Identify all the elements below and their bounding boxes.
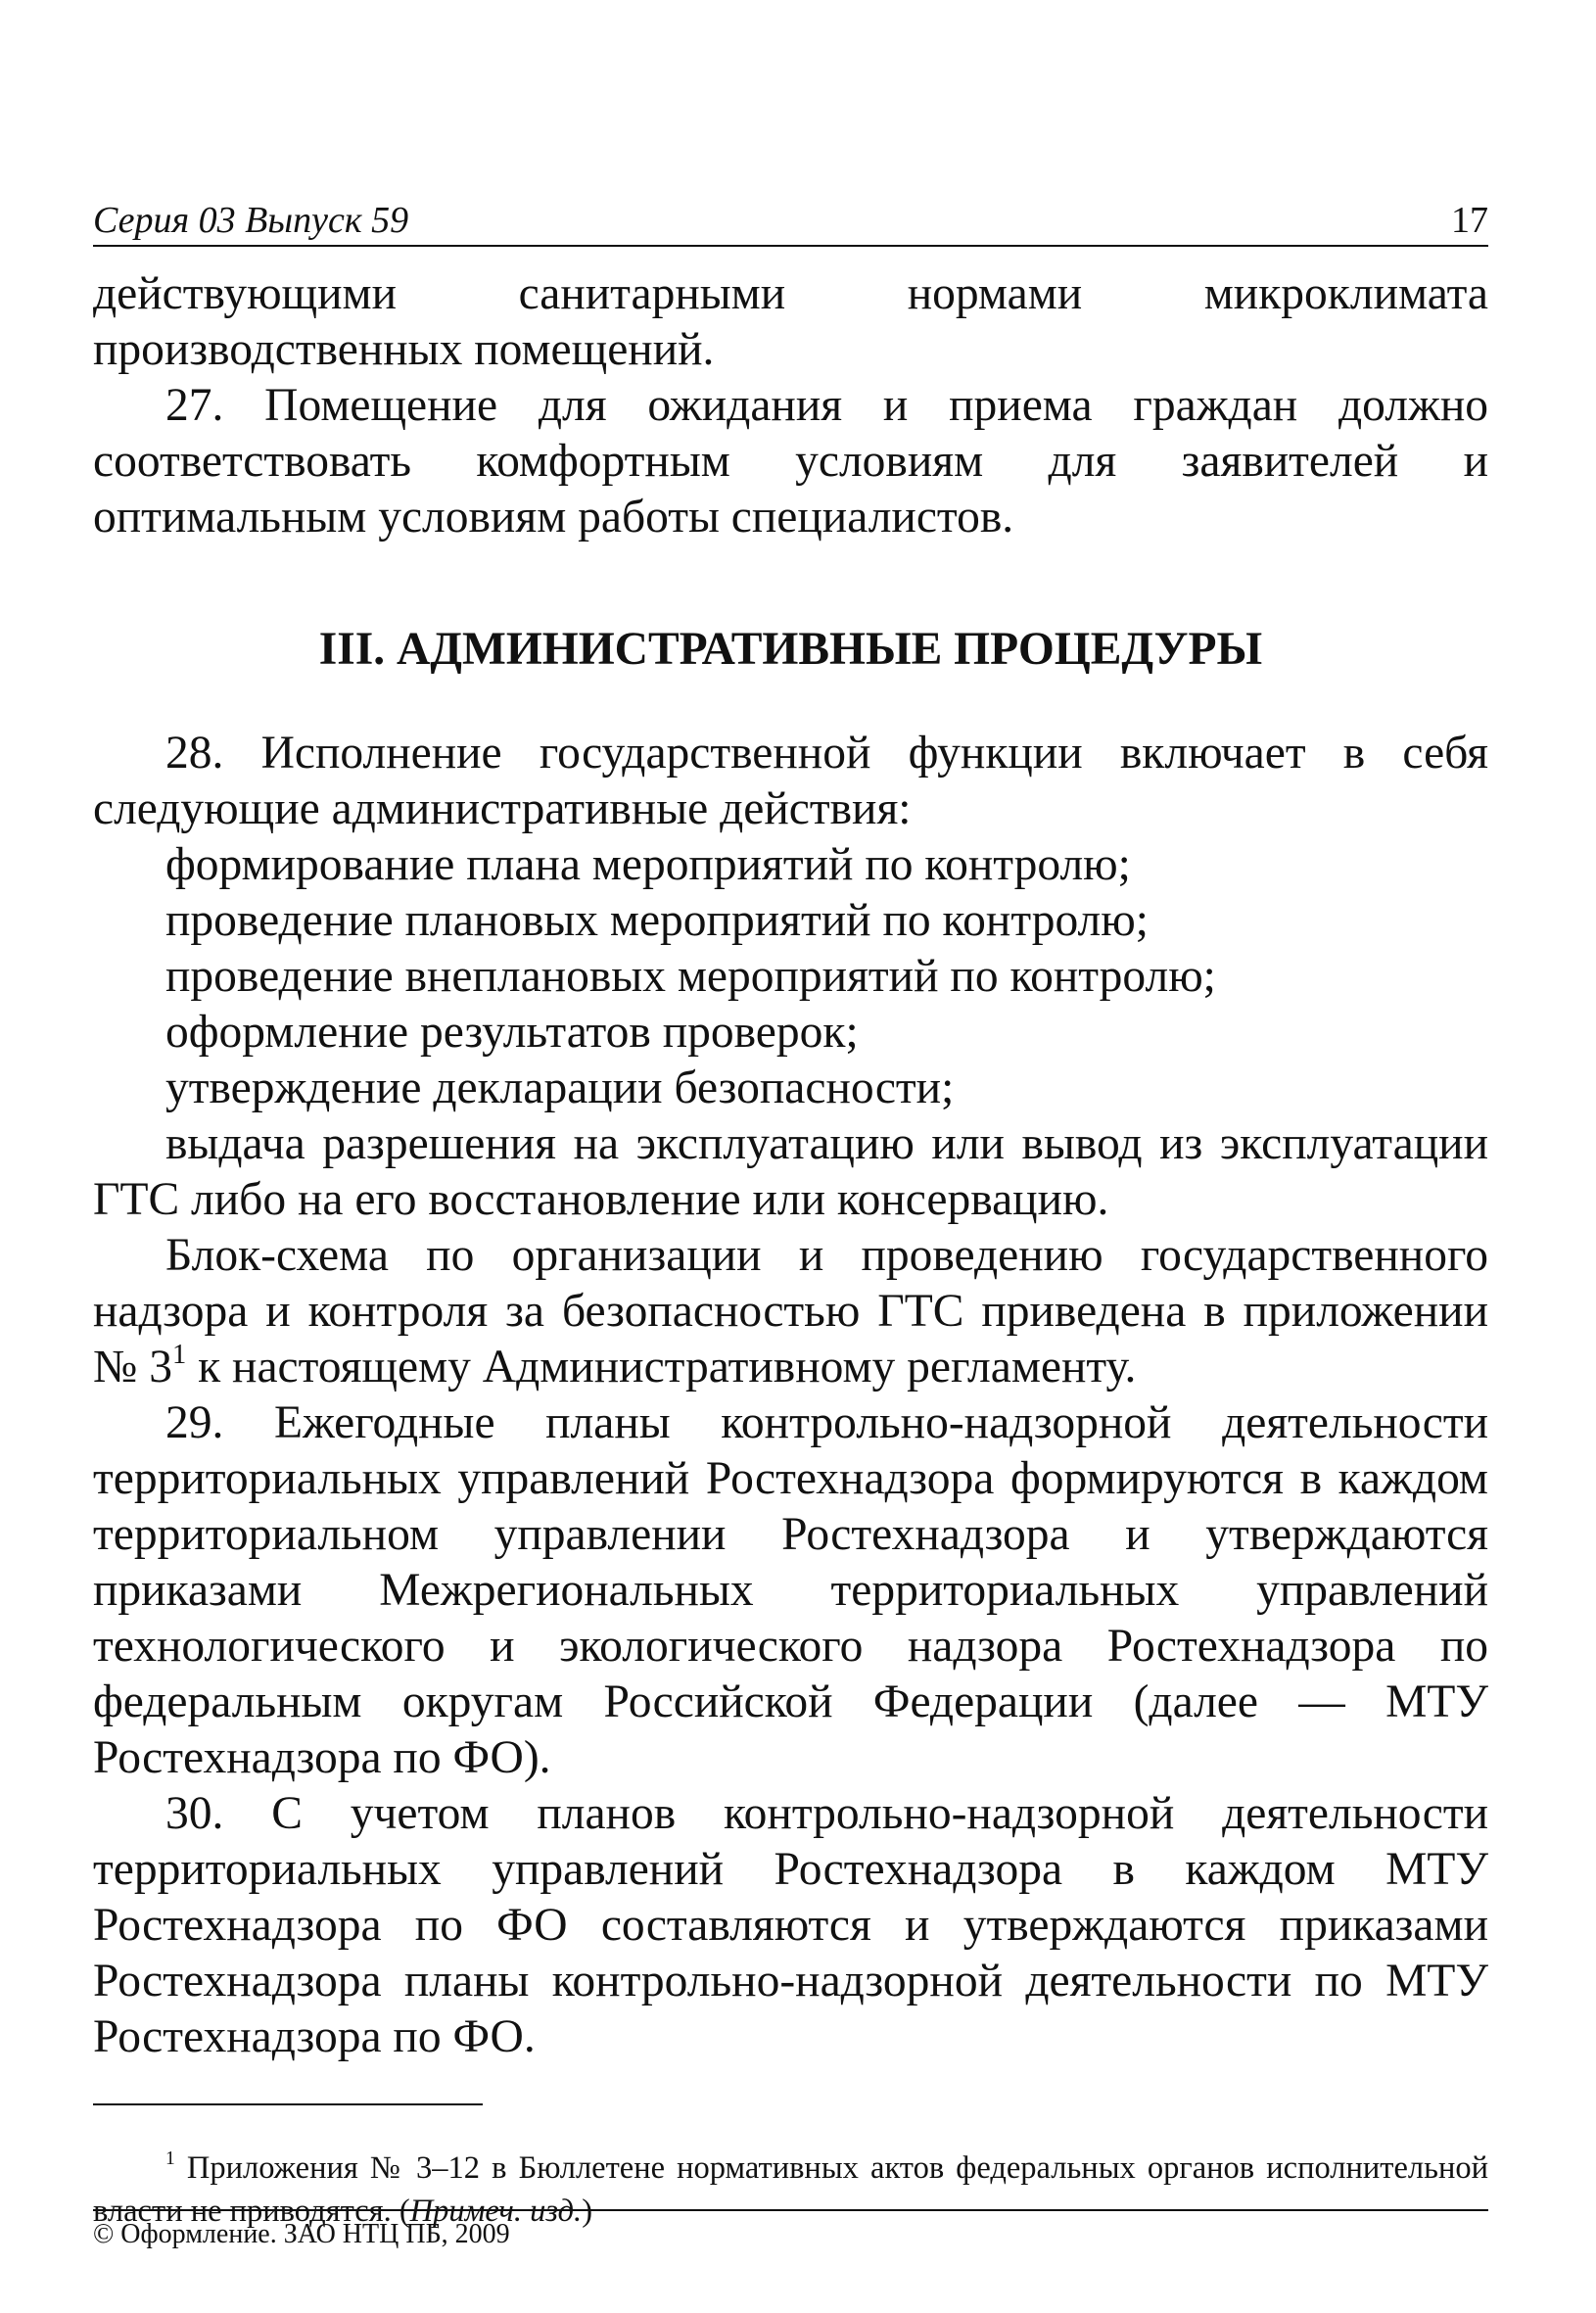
footnote-close: ): [582, 2193, 593, 2229]
action-item: проведение внеплановых мероприятий по контролю;: [165, 951, 1216, 1002]
footnote-divider: [93, 2103, 483, 2105]
page-number: 17: [1451, 200, 1488, 241]
paragraph-29: 29. Ежегодные планы контрольно-надзорной деятельности территориальных управлений Ростехнадзора формируются в каждом территориальном управлении Ростехнадзора и утверждаются приказами Межрегиональных территориальных управлений технологического и экологического надзора Ростехнадзора по федеральным округам Российской Федерации (далее — МТУ Ростехнадзора по ФО).: [93, 1397, 1488, 1783]
footnote-marker: 1: [165, 2148, 175, 2169]
paragraph-continuation: действующими санитарными нормами микроклимата производственных помещений.: [93, 268, 1488, 375]
section-heading: III. АДМИНИСТРАТИВНЫЕ ПРОЦЕДУРЫ: [318, 624, 1263, 675]
action-item: формирование плана мероприятий по контролю;: [165, 839, 1131, 890]
running-header: [93, 196, 1488, 247]
action-item: оформление результатов проверок;: [165, 1007, 859, 1058]
paragraph-30: 30. С учетом планов контрольно-надзорной деятельности территориальных управлений Ростехнадзора в каждом МТУ Ростехнадзора по ФО составляются и утверждаются приказами Ростехнадзора планы контрольно-надзорной деятельности по МТУ Ростехнадзора по ФО.: [93, 1788, 1488, 2062]
footnote-editor-note: Примеч. изд.: [409, 2193, 583, 2229]
paragraph-block-scheme: [93, 1228, 1488, 1395]
block-scheme-text-end: к настоящему Административному регламенту.: [186, 1342, 1137, 1393]
action-item: утверждение декларации безопасности;: [165, 1062, 955, 1113]
paragraph-28: 28. Исполнение государственной функции включает в себя следующие административные действия:: [93, 728, 1488, 834]
copyright-notice: © Оформление. ЗАО НТЦ ПБ, 2009: [93, 2219, 510, 2249]
paragraph-27: 27. Помещение для ожидания и приема граждан должно соответствовать комфортным условиям для заявителей и оптимальным условиям работы специалистов.: [93, 380, 1488, 543]
page-body: [93, 266, 1488, 2065]
action-item: выдача разрешения на эксплуатацию или вывод из эксплуатации ГТС либо на его восстановление или консервацию.: [93, 1118, 1488, 1225]
running-title: Серия 03 Выпуск 59: [93, 200, 409, 241]
block-scheme-text: Блок-схема по организации и проведению государственного надзора и контроля за безопасностью ГТС приведена в приложении № 3: [93, 1230, 1488, 1393]
footnote-reference[interactable]: 1: [171, 1340, 187, 1371]
footnote-text: Приложения № 3–12 в Бюллетене нормативных актов федеральных органов исполнительной власти не приводятся. (: [93, 2149, 1488, 2229]
action-item: проведение плановых мероприятий по контролю;: [165, 895, 1149, 946]
copyright-divider: [93, 2209, 1488, 2211]
